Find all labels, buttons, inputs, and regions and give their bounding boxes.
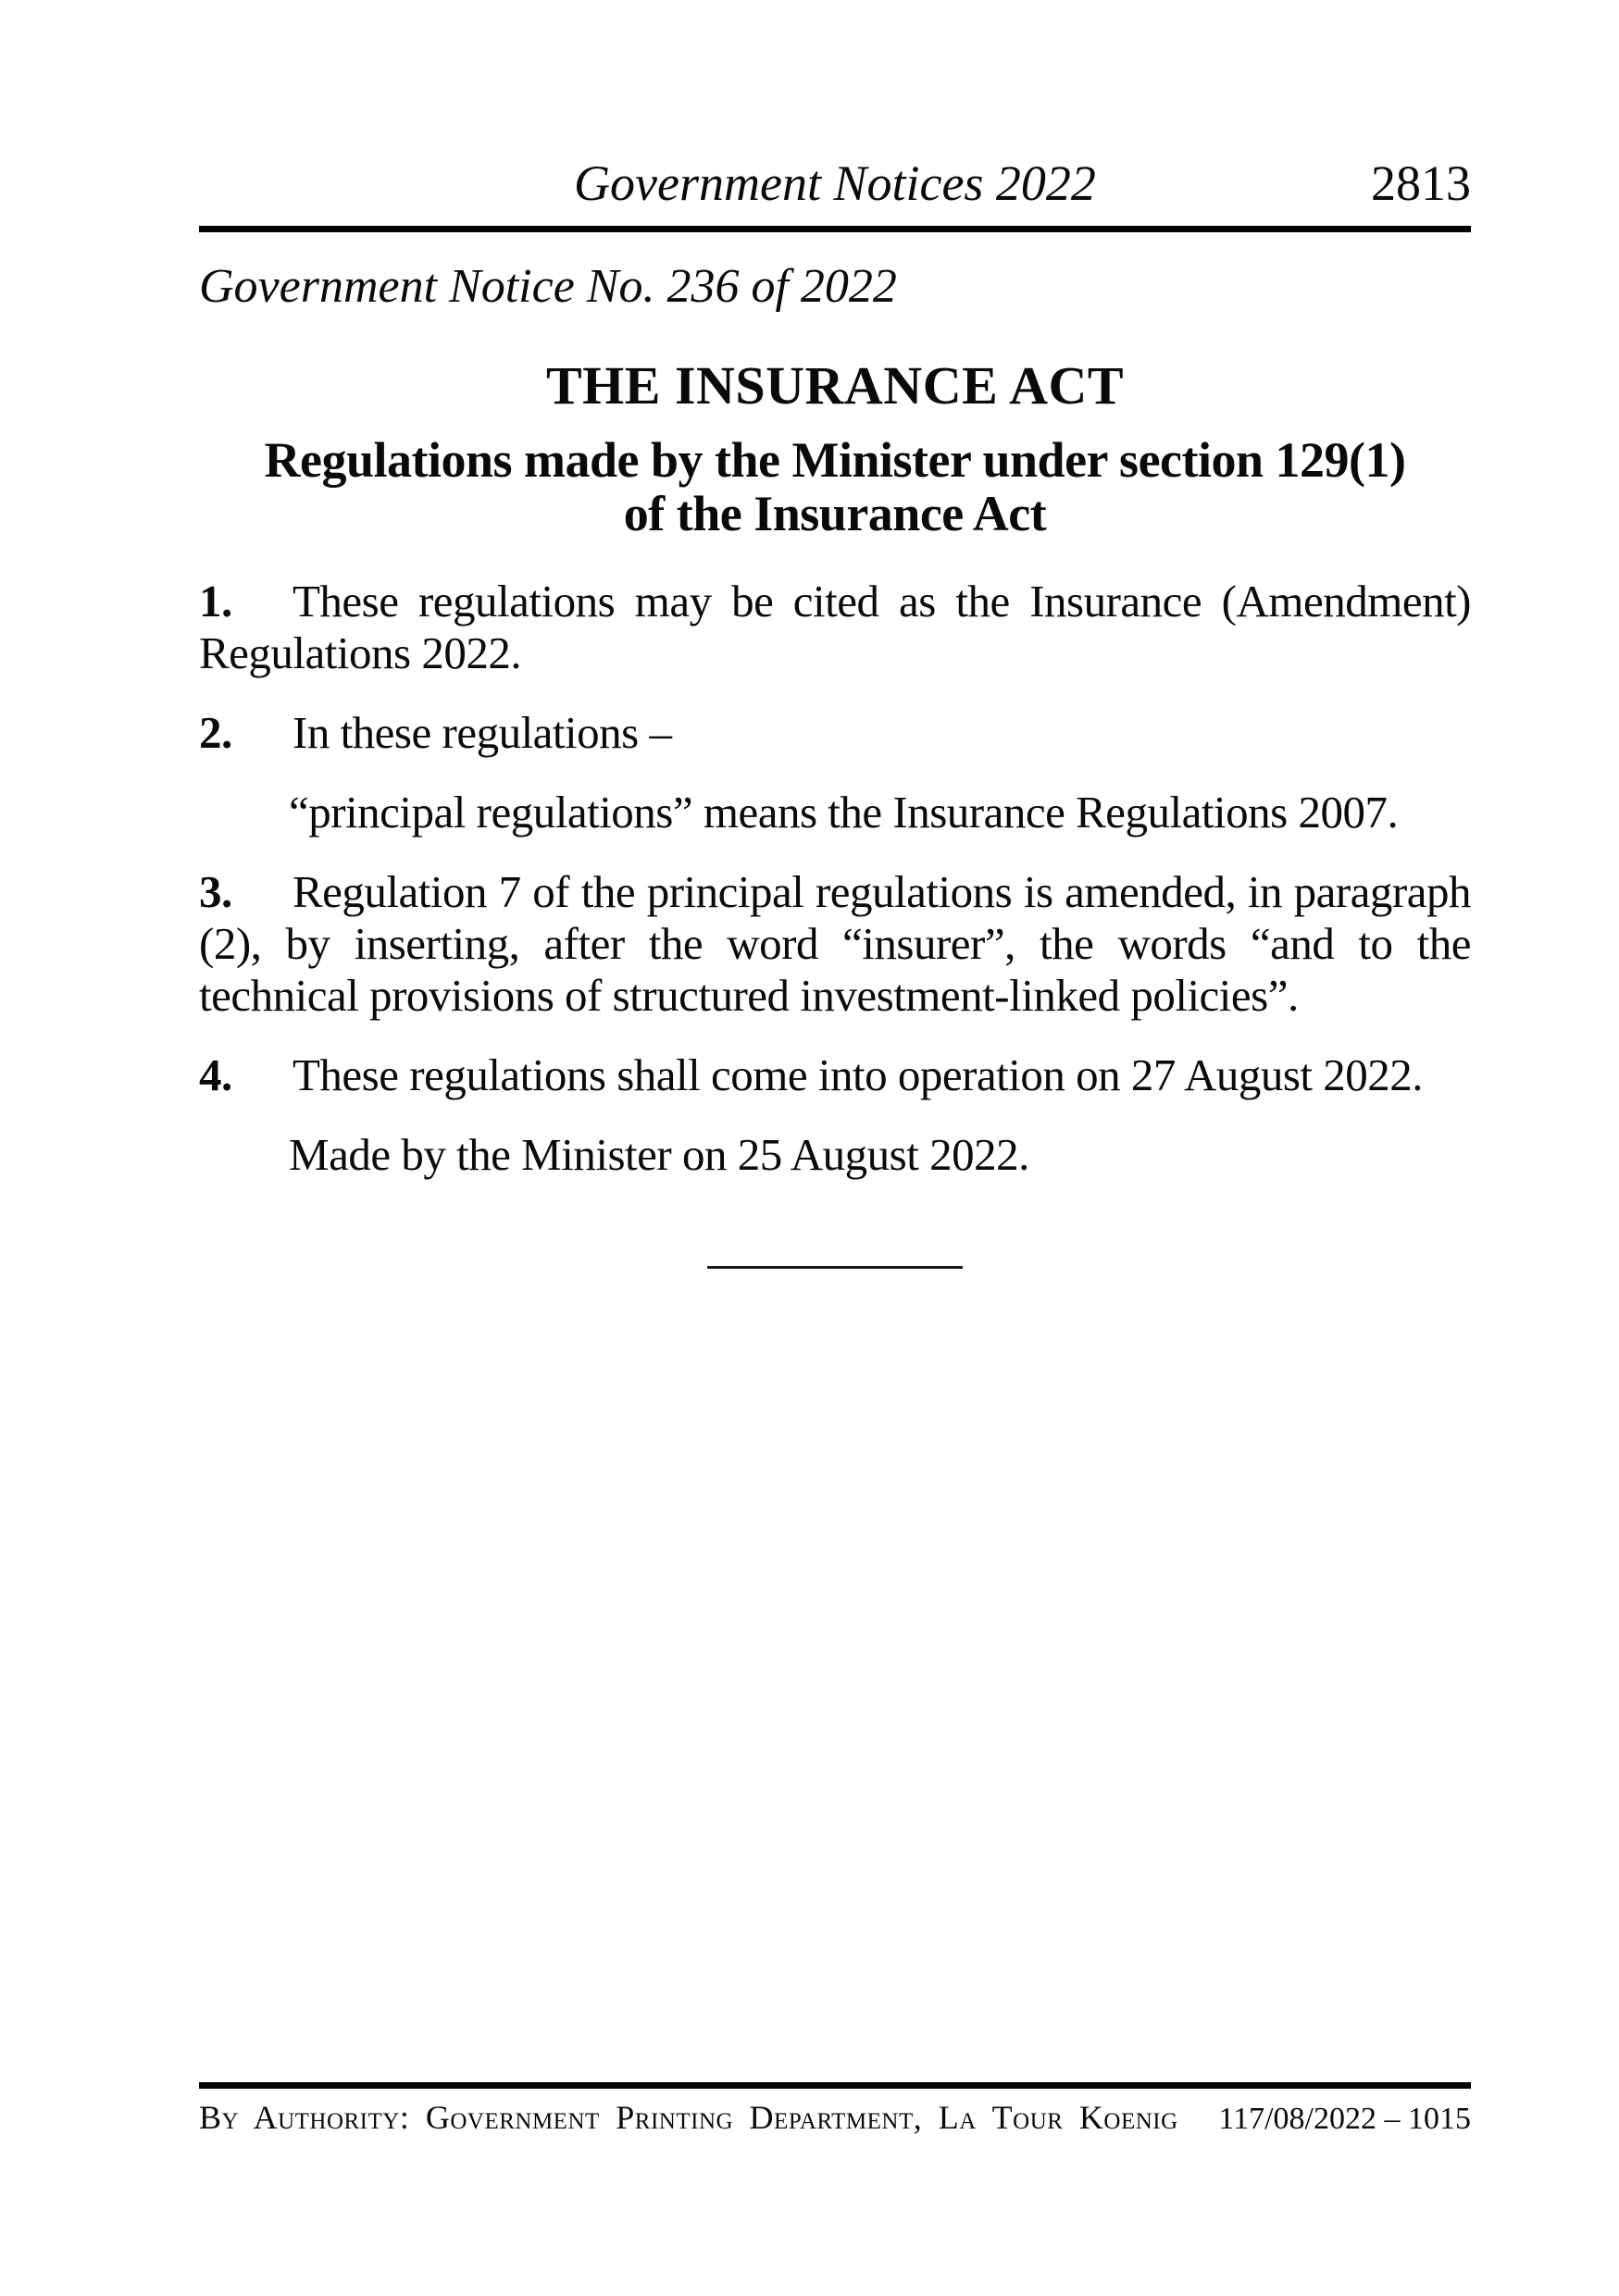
paragraph-2-number: 2. <box>199 707 232 758</box>
act-title: THE INSURANCE ACT <box>545 355 1125 416</box>
footer-reference-text: 117/08/2022 – 1015 <box>1218 2102 1471 2136</box>
footer-line <box>199 2099 1471 2138</box>
footer-rule <box>199 2082 1471 2089</box>
regulations-body <box>199 576 1471 1269</box>
paragraph-2-text: In these regulations – <box>293 707 672 758</box>
page-number: 2813 <box>1371 155 1471 211</box>
notice-number: Government Notice No. 236 of 2022 <box>199 260 897 313</box>
definition-text: “principal regulations” means the Insurance Regulations 2007. <box>289 787 1399 838</box>
paragraph-3 <box>199 866 1471 1022</box>
definition-paragraph <box>199 787 1471 838</box>
paragraph-1-number: 1. <box>199 576 232 627</box>
made-by-text: Made by the Minister on 25 August 2022. <box>289 1129 1029 1180</box>
running-head-title: Government Notices 2022 <box>574 155 1096 211</box>
page-header <box>199 155 1471 211</box>
subtitle-line-1: Regulations made by the Minister under section 129(1) <box>264 432 1406 488</box>
paragraph-2 <box>199 707 1471 759</box>
paragraph-1-text: These regulations may be cited as the Insurance (Amendment) Regulations 2022. <box>199 576 1471 678</box>
page-footer <box>199 2082 1471 2138</box>
paragraph-4 <box>199 1049 1471 1101</box>
paragraph-4-number: 4. <box>199 1049 232 1100</box>
header-rule <box>199 226 1471 232</box>
section-divider-rule <box>707 1266 963 1269</box>
paragraph-1 <box>199 576 1471 679</box>
paragraph-3-text: Regulation 7 of the principal regulations is amended, in paragraph (2), by inserting, after the word “insurer”, the words “and to the technical provisions of structured investment-linked policies”. <box>199 866 1471 1021</box>
subtitle-line-2: of the Insurance Act <box>623 486 1047 541</box>
paragraph-4-text: These regulations shall come into operation on 27 August 2022. <box>293 1049 1424 1100</box>
made-by-line <box>199 1129 1471 1181</box>
paragraph-3-number: 3. <box>199 866 232 917</box>
footer-authority-text: By Authority: Government Printing Department, La Tour Koenig <box>199 2099 1178 2136</box>
regulations-subtitle <box>199 433 1471 540</box>
